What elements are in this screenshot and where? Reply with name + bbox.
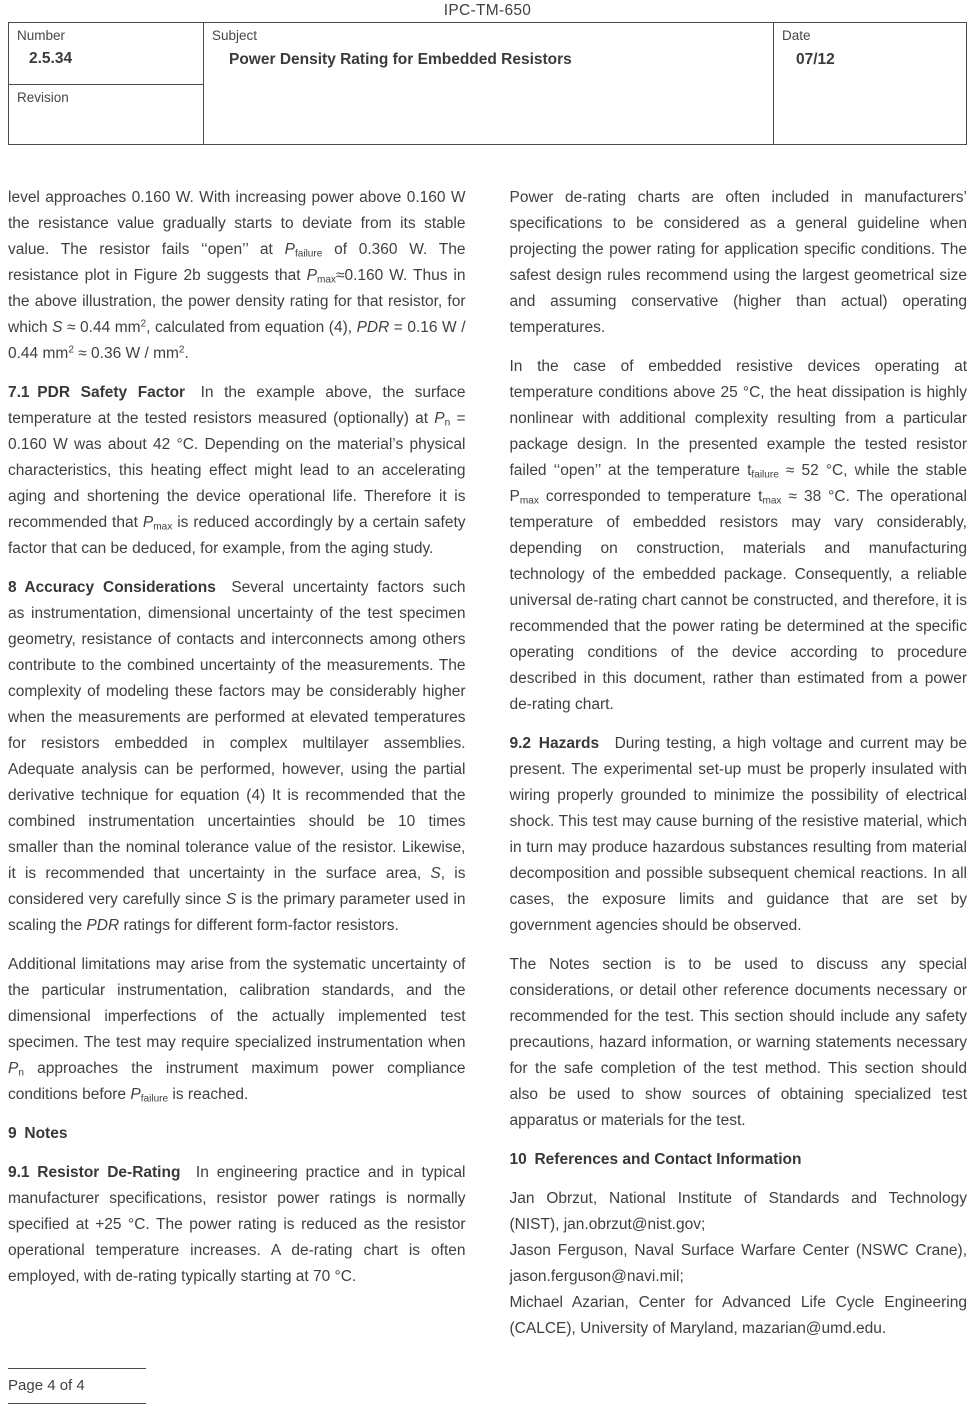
paragraph: 7.1 PDR Safety Factor In the example above, the surface temperature at the tested resistors measured (optionally) at $P_n = 0.160$ W was about 42 °C. Depending on the material’s physical characteristics, this heating effect might lead to an accelerating aging and shortening the device operational life. Therefore it is recommended that $P_{max}$ is reduced accordingly by a certain safety factor that can be deduced, for example, from the aging study. [8, 384, 466, 557]
paragraph: level approaches 0.160 W. With increasing power above 0.160 W the resistance value gradually starts to deviate from its stable value. The resistor fails ‘‘open’’ at $P_{failure}$ of 0.360 W. The resistance plot in Figure 2b suggests that $P_{max}\approx 0.160$ W. Thus in the above illustration, the power density rating for that resistor, for which S ≈ 0.44 $mm^2$, calculated from equation (4), PDR = 0.16 W / 0.44 $mm^2 \approx 0.36$ W / $mm^2$. [8, 189, 466, 362]
number-cell [9, 23, 203, 85]
paragraph: 9.2 Hazards During testing, a high voltage and current may be present. The experimental set-up must be properly insulated with wiring properly grounded to minimize the possibility of electrical shock. This test may cause burning of the resistive material, which in turn may produce hazardous substances resulting from material decomposition and possible subsequent chemical reactions. In all cases, the exposure limits and guidance that are set by government agencies should be observed. [509, 735, 967, 934]
paragraph: In the case of embedded resistive devices operating at temperature conditions above 25 °C, the heat dissipation is highly nonlinear with additional complexity resulting from a particular package design. In the presented example the tested resistor failed ‘‘open’’ at the temperature $t_{failure} \approx 52$ °C, while the stable $P_{max}$ corresponded to temperature $t_{max} \approx 38$ °C. The operational temperature of embedded resistors may vary considerably, depending on construction, materials and manufacturing technology of the embedded package. Consequently, a reliable universal de-rating chart cannot be constructed, and therefore, it is recommended that the power rating be determined at the specific operating conditions of the device according to procedure described in this document, rather than estimated from a power de-rating chart. [509, 358, 967, 713]
paragraph: Jan Obrzut, National Institute of Standards and Technology (NIST), jan.obrzut@nist.gov; Jason Ferguson, Naval Surface Warfare Center (NSWC Crane), jason.ferguson@navi.mil; Michael Azarian, Center for Advanced Life Cycle Engineering (CALCE), University of Maryland, mazarian@umd.edu. [509, 1190, 967, 1337]
revision-label: Revision [17, 90, 69, 105]
revision-cell [9, 85, 203, 144]
footer-rule-bottom [8, 1403, 146, 1404]
date-value: 07/12 [796, 51, 835, 68]
paragraph: 8 Accuracy Considerations Several uncertainty factors such as instrumentation, dimensional uncertainty of the test specimen geometry, resistance of contacts and interconnects among others contribute to the combined uncertainty of the measurements. The complexity of modeling these factors may be considerably higher when the measurements are performed at elevated temperatures for resistors embedded in complex multilayer assemblies. Adequate analysis can be performed, however, using the partial derivative technique for equation (4) It is recommended that the combined instrumentation uncertainties should be 10 times smaller than the nominal tolerance value of the resistor. Likewise, it is recommended that uncertainty in the surface area, S, is considered very carefully since S is the primary parameter used in scaling the PDR ratings for different form-factor resistors. [8, 579, 466, 934]
paragraph: Additional limitations may arise from the systematic uncertainty of the particular instrumentation, calibration standards, and the dimensional imperfections of the actually implemented test specimen. The test may require specialized instrumentation when $P_n$ approaches the instrument maximum power compliance conditions before $P_{failure}$ is reached. [8, 956, 466, 1105]
paragraph: Power de-rating charts are often included in manufacturers’ specifications to be considered as a general guideline when projecting the power rating for application specific conditions. The safest design rules recommend using the largest geometrical size and assuming conservative (higher than actual) operating temperatures. [509, 189, 967, 336]
paragraph: The Notes section is to be used to discuss any special considerations, or detail other reference documents necessary or recommended for the test. This section should include any safety precautions, hazard information, or warning statements necessary for the safe completion of the test method. This section should also be used to show sources of obtaining specialized test apparatus or materials for the test. [509, 956, 967, 1129]
header-table [8, 22, 967, 145]
page-footer [8, 1368, 146, 1404]
subject-value: Power Density Rating for Embedded Resistors [229, 51, 572, 68]
date-label: Date [782, 28, 811, 43]
subject-label: Subject [212, 28, 258, 43]
body-columns [8, 185, 967, 1355]
page-number: Page 4 of 4 [8, 1377, 85, 1394]
number-label: Number [17, 28, 66, 43]
left-column [8, 185, 466, 1355]
header-col-number [9, 23, 204, 144]
paragraph: 9 Notes [8, 1125, 68, 1142]
doc-title: IPC-TM-650 [443, 2, 532, 19]
number-value: 2.5.34 [29, 50, 73, 67]
paragraph: 10 References and Contact Information [509, 1151, 802, 1168]
subject-cell [204, 23, 774, 144]
right-column [510, 185, 968, 1355]
paragraph: 9.1 Resistor De-Rating In engineering practice and in typical manufacturer specifications, resistor power ratings is normally specified at +25 °C. The power rating is reduced as the resistor operational temperature increases. A de-rating chart is often employed, with de-rating typically starting at 70 °C. [8, 1164, 466, 1285]
date-cell [774, 23, 966, 144]
